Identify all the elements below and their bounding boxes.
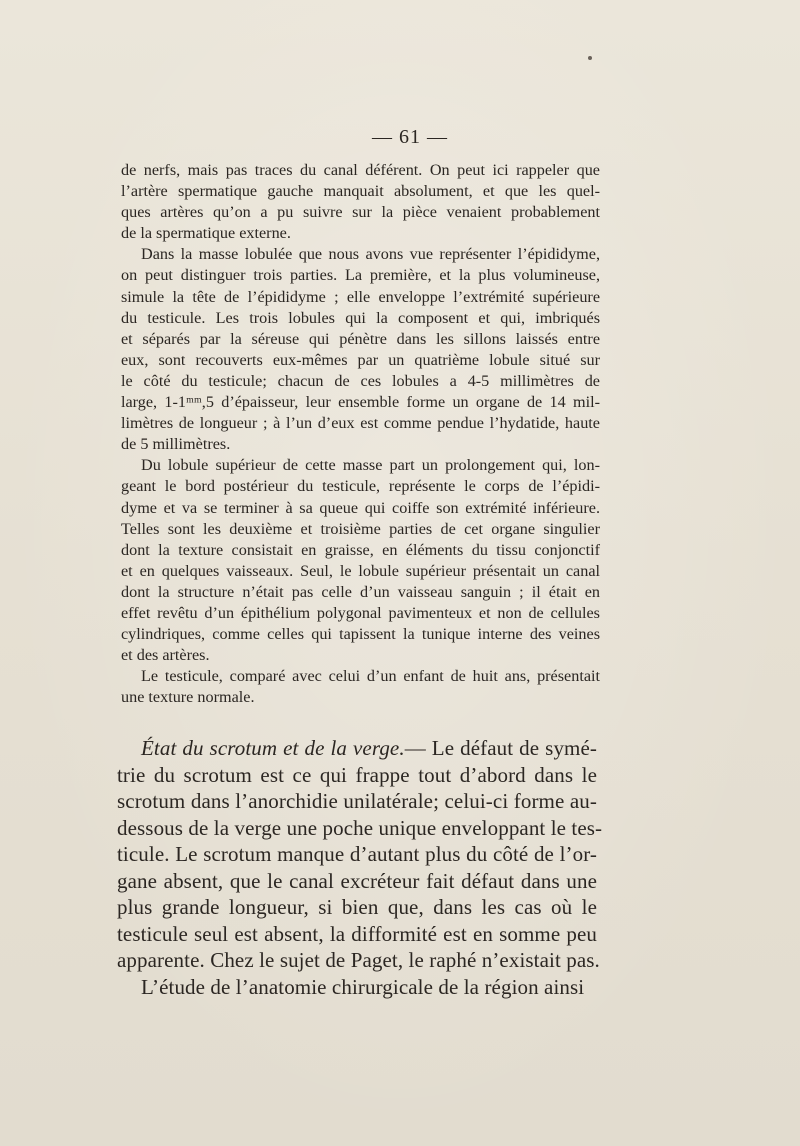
ink-speck <box>588 56 592 60</box>
text-line: L’étude de l’anatomie chirurgicale de la région ainsi <box>141 974 585 999</box>
text-line: ques artères qu’on a pu suivre sur la pièce venaient probablement <box>121 203 600 222</box>
text-line: et séparés par la séreuse qui pénètre dans les sillons laissés entre <box>121 329 600 348</box>
paragraph <box>121 244 600 455</box>
text-line: dont la texture consistait en graisse, en éléments du tissu conjonctif <box>121 540 600 559</box>
text-line: limètres de longueur ; à l’un d’eux est comme pendue l’hydatide, haute <box>121 414 600 433</box>
text-line: Telles sont les deuxième et troisième parties de cet organe singulier <box>121 519 600 538</box>
paragraph <box>121 455 600 666</box>
text-line: Du lobule supérieur de cette masse part un prolongement qui, lon- <box>141 456 600 475</box>
text-line: dessous de la verge une poche unique enveloppant le tes- <box>117 815 603 840</box>
text-line: effet revêtu d’un épithélium polygonal pavimenteux et non de cellules <box>121 603 600 622</box>
text-line: testicule seul est absent, la difformité est en somme peu <box>117 921 597 946</box>
text-line: scrotum dans l’anorchidie unilatérale; celui-ci forme au- <box>117 789 597 813</box>
section-heading-line <box>117 735 597 762</box>
paragraph <box>121 666 600 708</box>
text-line: de nerfs, mais pas traces du canal déférent. On peut ici rappeler que <box>121 161 600 179</box>
text-line: trie du scrotum est ce qui frappe tout d’abord dans le <box>117 762 597 787</box>
large-text-lines <box>117 762 603 974</box>
text-line: on peut distinguer trois parties. La première, et la plus volumineuse, <box>121 266 600 285</box>
text-line: et des artères. <box>121 646 210 665</box>
text-line: simule la tête de l’épididyme ; elle enveloppe l’extrémité supérieure <box>121 287 600 306</box>
text-line: l’artère spermatique gauche manquait absolument, et que les quel- <box>121 182 600 201</box>
text-line: de 5 millimètres. <box>121 435 231 454</box>
text-line: une texture normale. <box>121 688 255 707</box>
text-line: Le testicule, comparé avec celui d’un enfant de huit ans, présentait <box>141 667 600 686</box>
section-heading: État du scrotum et de la verge. <box>141 736 405 760</box>
text-line: et en quelques vaisseaux. Seul, le lobule supérieur présentait un canal <box>121 561 600 580</box>
section-heading-continuation: — Le défaut de symé- <box>404 736 597 760</box>
text-line: du testicule. Les trois lobules qui la composent et qui, imbriqués <box>121 308 600 327</box>
text-line: apparente. Chez le sujet de Paget, le raphé n’existait pas. <box>117 948 600 972</box>
text-line: gane absent, que le canal excréteur fait défaut dans une <box>117 868 597 893</box>
text-line: dont la structure n’était pas celle d’un vaisseau sanguin ; il était en <box>121 582 600 601</box>
text-line: plus grande longueur, si bien que, dans les cas où le <box>117 895 597 919</box>
paragraph <box>121 160 600 244</box>
text-line: cylindriques, comme celles qui tapissent la tunique interne des veines <box>121 625 600 644</box>
text-line: geant le bord postérieur du testicule, représente le corps de l’épidi- <box>121 477 600 496</box>
text-line: ticule. Le scrotum manque d’autant plus du côté de l’or- <box>117 842 597 866</box>
text-line: le côté du testicule; chacun de ces lobules a 4-5 millimètres de <box>121 371 600 390</box>
text-line: Dans la masse lobulée que nous avons vue représenter l’épididyme, <box>141 245 600 264</box>
text-line: dyme et va se terminer à sa queue qui coiffe son extrémité inférieure. <box>121 498 600 517</box>
body-text-small <box>121 160 600 708</box>
text-line: large, 1-1ᵐᵐ,5 d’épaisseur, leur ensemble forme un organe de 14 mil- <box>121 393 600 412</box>
page-number: — 61 — <box>372 126 448 148</box>
text-line: de la spermatique externe. <box>121 224 291 243</box>
body-text-large <box>117 735 603 1000</box>
text-line: eux, sont recouverts eux-mêmes par un quatrième lobule situé sur <box>121 350 600 369</box>
